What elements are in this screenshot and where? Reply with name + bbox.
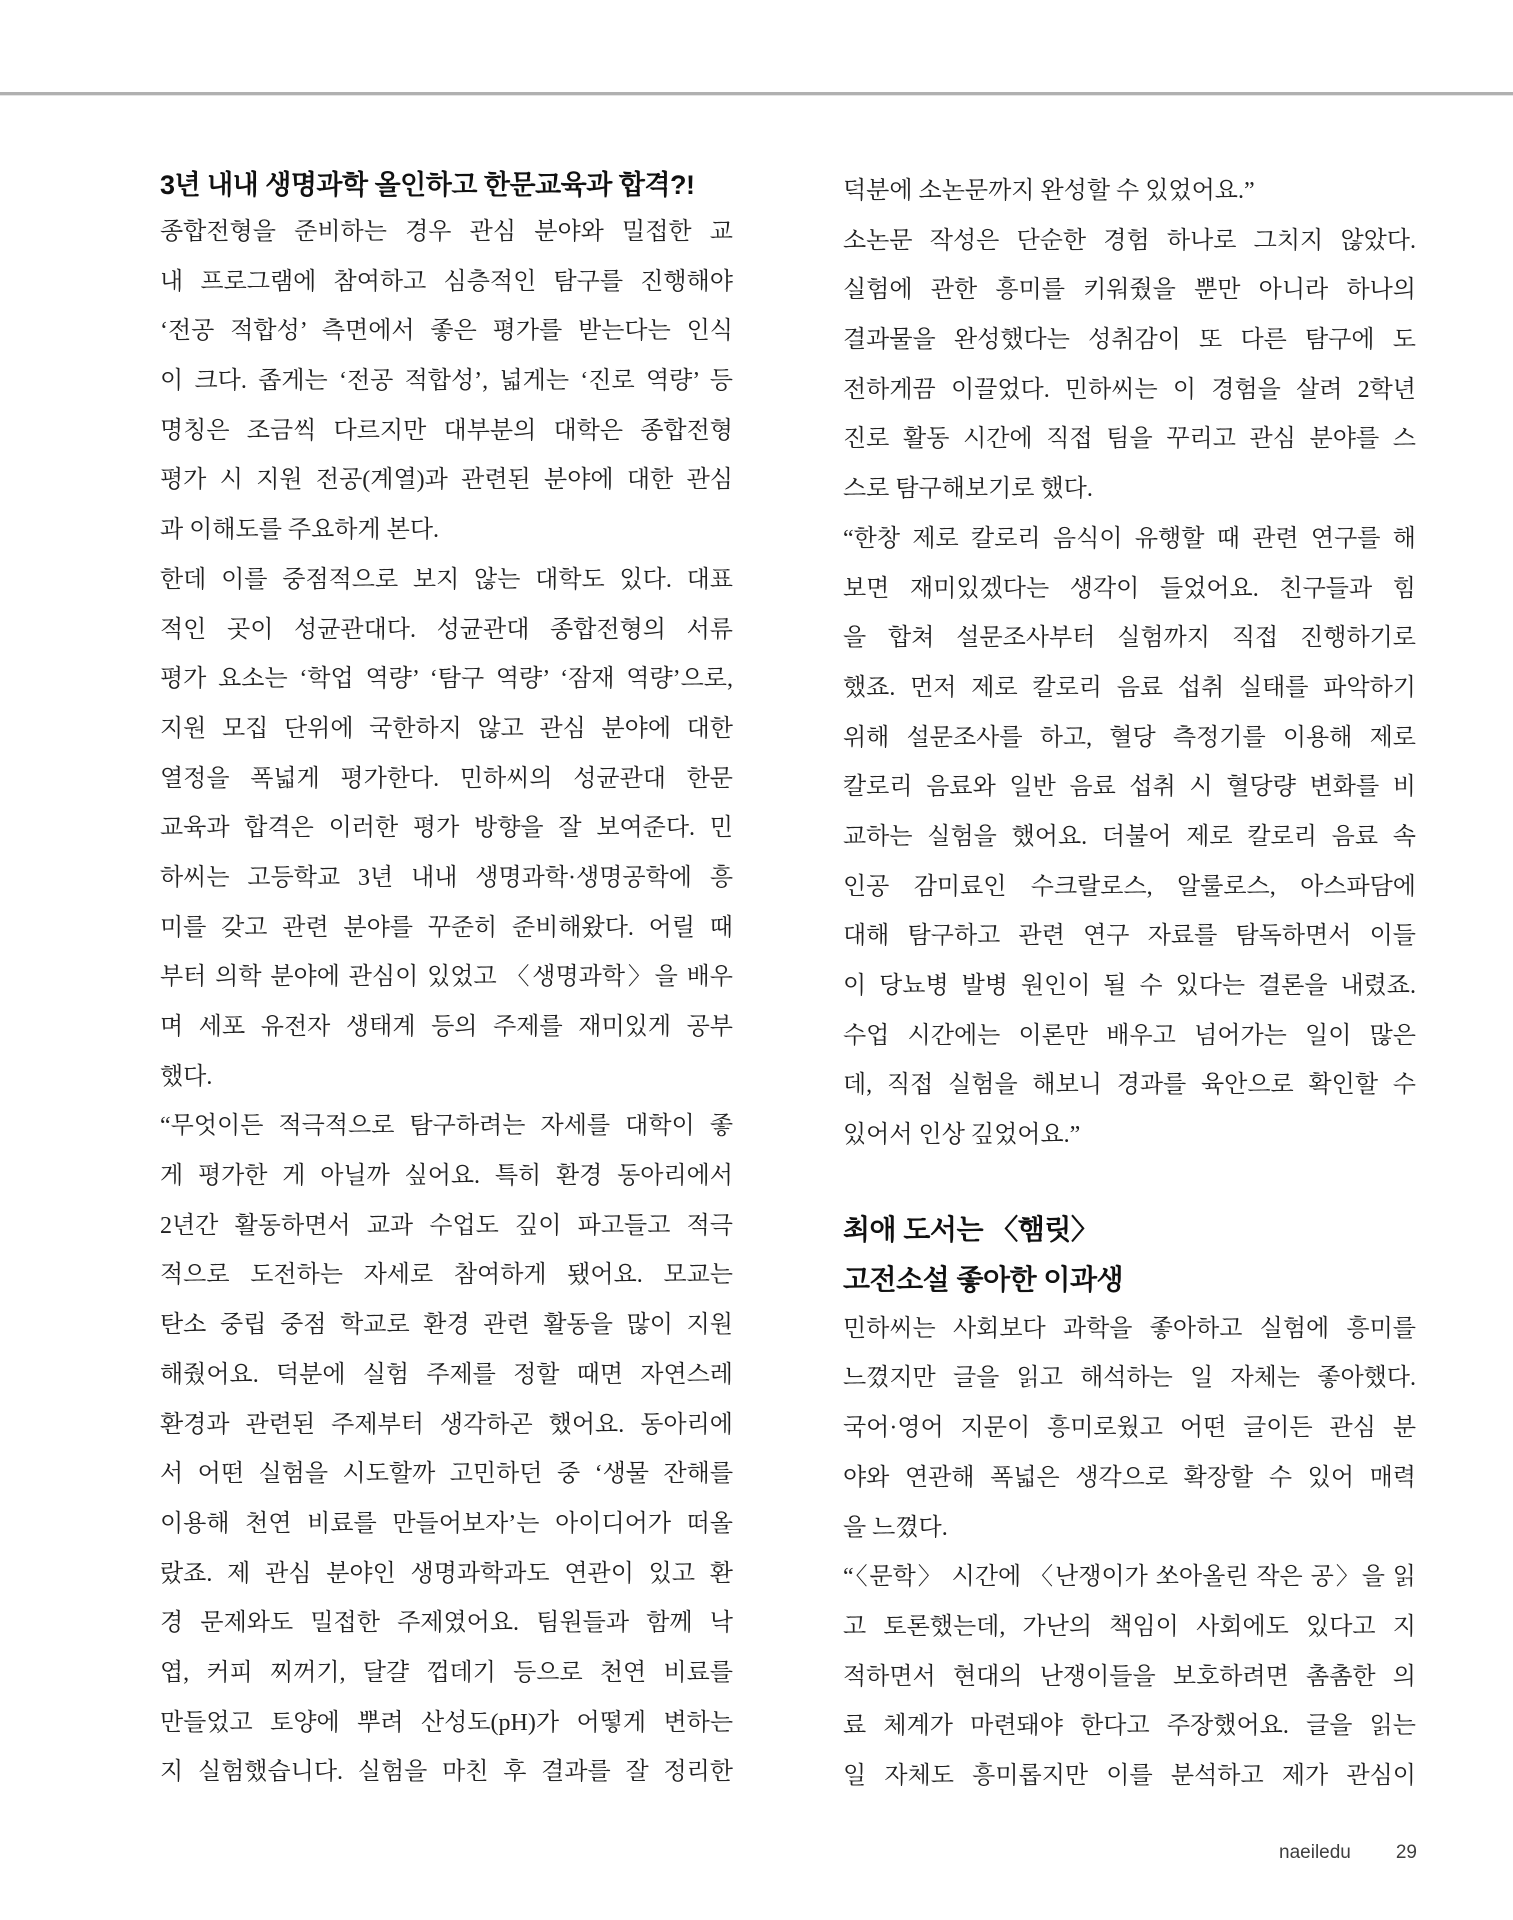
body-line: 이용해 천연 비료를 만들어보자’는 아이디어가 떠올 <box>160 1510 733 1537</box>
body-line: 환경과 관련된 주제부터 생각하곤 했어요. 동아리에 <box>160 1411 733 1438</box>
body-line: 교하는 실험을 했어요. 더불어 제로 칼로리 음료 속 <box>843 823 1416 850</box>
body-line: 을 합쳐 설문조사부터 실험까지 직접 진행하기로 <box>843 625 1416 652</box>
body-line: 해줬어요. 덕분에 실험 주제를 정할 때면 자연스레 <box>160 1361 733 1388</box>
body-line: 하씨는 고등학교 3년 내내 생명과학·생명공학에 흥 <box>160 864 733 891</box>
footer-page-number: 29 <box>1395 1842 1417 1863</box>
body-line: 했죠. 먼저 제로 칼로리 음료 섭취 실태를 파악하기 <box>843 674 1416 701</box>
body-line: 스로 탐구해보기로 했다. <box>843 476 1093 503</box>
body-line: 보면 재미있겠다는 생각이 들었어요. 친구들과 힘 <box>843 575 1416 602</box>
body-line: 을 느꼈다. <box>843 1514 948 1541</box>
body-line: 이 당뇨병 발병 원인이 될 수 있다는 결론을 내렸죠. <box>843 973 1416 999</box>
top-divider-rule <box>0 92 1513 95</box>
body-line: 한데 이를 중점적으로 보지 않는 대학도 있다. 대표 <box>160 566 733 593</box>
body-line: 지 실험했습니다. 실험을 마친 후 결과를 잘 정리한 <box>160 1759 733 1786</box>
body-line: 민하씨는 사회보다 과학을 좋아하고 실험에 흥미를 <box>843 1315 1416 1342</box>
body-line: 평가 요소는 ‘학업 역량’ ‘탐구 역량’ ‘잠재 역량’으로, <box>160 666 733 693</box>
body-line: 경 문제와도 밀접한 주제였어요. 팀원들과 함께 낙 <box>160 1610 733 1637</box>
body-line: 교육과 합격은 이러한 평가 방향을 잘 보여준다. 민 <box>160 815 733 842</box>
page-footer <box>1279 1842 1417 1864</box>
body-line: 료 체계가 마련돼야 한다고 주장했어요. 글을 읽는 <box>843 1713 1416 1740</box>
body-line: 지원 모집 단위에 국한하지 않고 관심 분야에 대한 <box>160 715 733 742</box>
body-line: 부터 의학 분야에 관심이 있었고 〈생명과학〉을 배우 <box>160 964 733 991</box>
body-line: 데, 직접 실험을 해보니 경과를 육안으로 확인할 수 <box>843 1072 1416 1099</box>
body-line: 게 평가한 게 아닐까 싶어요. 특히 환경 동아리에서 <box>160 1163 733 1190</box>
article-column-right <box>843 162 1416 1802</box>
article-column-left <box>160 162 733 1802</box>
body-line: 소논문 작성은 단순한 경험 하나로 그치지 않았다. <box>843 227 1416 254</box>
body-line: 명칭은 조금씩 다르지만 대부분의 대학은 종합전형 <box>160 417 733 444</box>
left-column-paragraphs <box>160 208 733 1798</box>
body-line: 미를 갖고 관련 분야를 꾸준히 준비해왔다. 어릴 때 <box>160 914 733 941</box>
article-heading: 3년 내내 생명과학 올인하고 한문교육과 합격?! <box>160 170 695 200</box>
body-line: 덕분에 소논문까지 완성할 수 있었어요.” <box>843 178 1255 204</box>
section-subheading <box>843 1205 1416 1305</box>
body-line: 느꼈지만 글을 읽고 해석하는 일 자체는 좋아했다. <box>843 1365 1416 1392</box>
body-line: 수업 시간에는 이론만 배우고 넘어가는 일이 많은 <box>843 1022 1416 1049</box>
body-line: 일 자체도 흥미롭지만 이를 분석하고 제가 관심이 <box>843 1762 1416 1789</box>
body-line: 위해 설문조사를 하고, 혈당 측정기를 이용해 제로 <box>843 724 1416 751</box>
subheading-line: 고전소설 좋아한 이과생 <box>843 1263 1124 1295</box>
body-line: 국어·영어 지문이 흥미로웠고 어떤 글이든 관심 분 <box>843 1415 1416 1442</box>
body-line: 며 세포 유전자 생태계 등의 주제를 재미있게 공부 <box>160 1014 733 1040</box>
body-line: 했다. <box>160 1063 213 1090</box>
body-line: 실험에 관한 흥미를 키워줬을 뿐만 아니라 하나의 <box>843 277 1416 304</box>
right-column-paragraphs-bottom <box>843 1305 1416 1802</box>
body-line: 서 어떤 실험을 시도할까 고민하던 중 ‘생물 잔해를 <box>160 1461 733 1488</box>
body-line: “한창 제로 칼로리 음식이 유행할 때 관련 연구를 해 <box>843 525 1416 552</box>
body-line: ‘전공 적합성’ 측면에서 좋은 평가를 받는다는 인식 <box>160 318 733 345</box>
body-line: 탄소 중립 중점 학교로 환경 관련 활동을 많이 지원 <box>160 1312 733 1339</box>
body-line: 적으로 도전하는 자세로 참여하게 됐어요. 모교는 <box>160 1262 733 1289</box>
article-columns <box>160 162 1416 1802</box>
body-line: 만들었고 토양에 뿌려 산성도(pH)가 어떻게 변하는 <box>160 1709 733 1736</box>
body-line: 칼로리 음료와 일반 음료 섭취 시 혈당량 변화를 비 <box>843 774 1416 801</box>
body-line: 야와 연관해 폭넓은 생각으로 확장할 수 있어 매력 <box>843 1464 1416 1491</box>
subheading-line: 최애 도서는 〈햄릿〉 <box>843 1213 1099 1245</box>
body-line: 고 토론했는데, 가난의 책임이 사회에도 있다고 지 <box>843 1613 1416 1640</box>
body-line: 평가 시 지원 전공(계열)과 관련된 분야에 대한 관심 <box>160 467 733 494</box>
body-line: 대해 탐구하고 관련 연구 자료를 탐독하면서 이들 <box>843 923 1416 950</box>
right-column-paragraphs-top <box>843 167 1416 1161</box>
body-line: 결과물을 완성했다는 성취감이 또 다른 탐구에 도 <box>843 327 1416 354</box>
body-line: 적하면서 현대의 난쟁이들을 보호하려면 촘촘한 의 <box>843 1663 1416 1690</box>
body-line: 랐죠. 제 관심 분야인 생명과학과도 연관이 있고 환 <box>160 1560 733 1587</box>
body-line: “〈문학〉 시간에 〈난쟁이가 쏘아올린 작은 공〉을 읽 <box>843 1564 1416 1591</box>
body-line: 인공 감미료인 수크랄로스, 알룰로스, 아스파담에 <box>843 873 1416 900</box>
body-line: 내 프로그램에 참여하고 심층적인 탐구를 진행해야 <box>160 268 733 295</box>
body-line: “무엇이든 적극적으로 탐구하려는 자세를 대학이 좋 <box>160 1113 733 1140</box>
body-line: 엽, 커피 찌꺼기, 달걀 껍데기 등으로 천연 비료를 <box>160 1659 733 1686</box>
body-line: 과 이해도를 주요하게 본다. <box>160 517 440 544</box>
body-line: 종합전형을 준비하는 경우 관심 분야와 밀접한 교 <box>160 219 733 245</box>
body-line: 전하게끔 이끌었다. 민하씨는 이 경험을 살려 2학년 <box>843 376 1416 403</box>
footer-brand: naeiledu <box>1279 1842 1351 1863</box>
body-line: 이 크다. 좁게는 ‘전공 적합성’, 넓게는 ‘진로 역량’ 등 <box>160 368 733 395</box>
body-line: 적인 곳이 성균관대다. 성균관대 종합전형의 서류 <box>160 616 733 643</box>
body-line: 있어서 인상 깊었어요.” <box>843 1122 1081 1149</box>
body-line: 진로 활동 시간에 직접 팀을 꾸리고 관심 분야를 스 <box>843 426 1416 453</box>
body-line: 2년간 활동하면서 교과 수업도 깊이 파고들고 적극 <box>160 1212 733 1239</box>
body-line: 열정을 폭넓게 평가한다. 민하씨의 성균관대 한문 <box>160 765 733 792</box>
